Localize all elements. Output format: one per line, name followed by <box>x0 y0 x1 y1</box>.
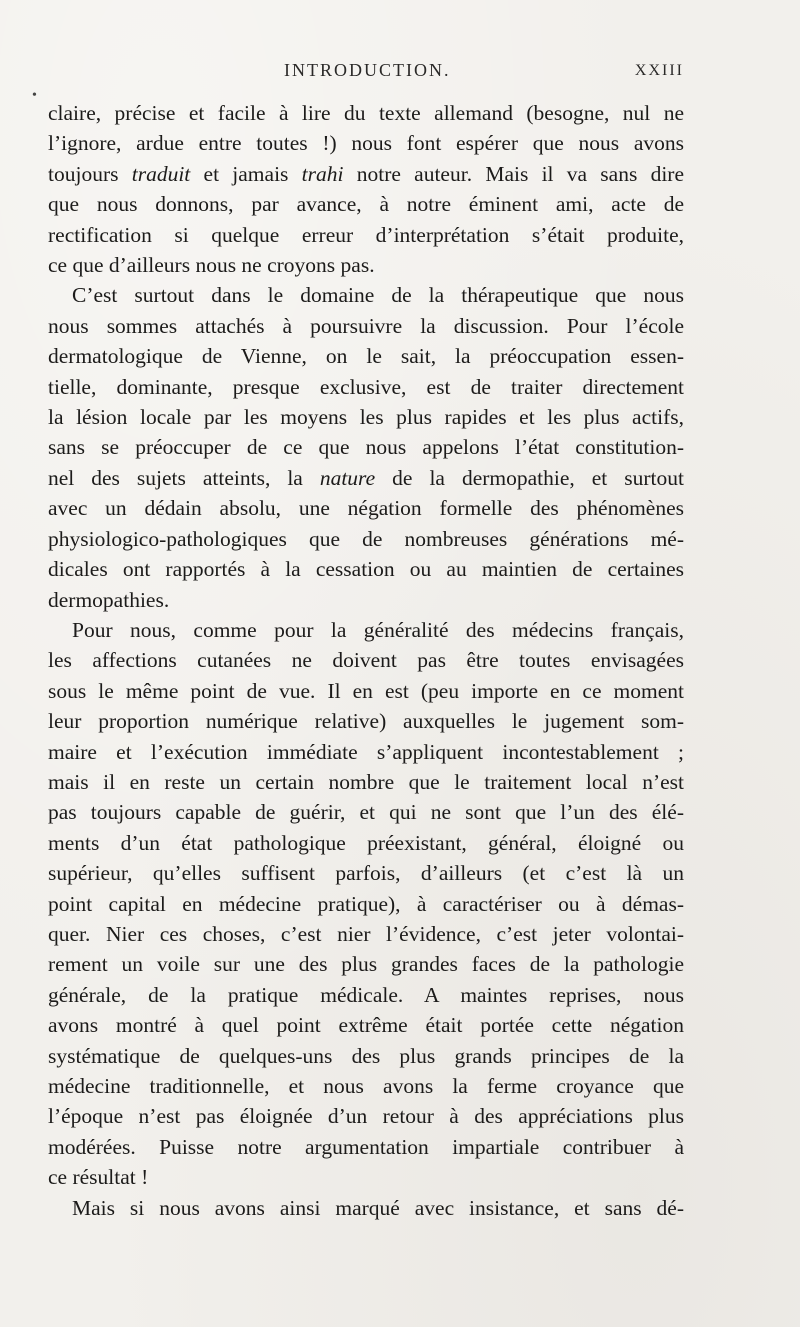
italic-word: trahi <box>301 161 344 186</box>
text-line: maire et l’exécution immédiate s’appliquent incontestablement ; <box>48 739 684 764</box>
text-line: la lésion locale par les moyens les plus rapides et les plus actifs, <box>48 405 684 430</box>
text-line: leur proportion numérique relative) auxquelles le jugement som- <box>48 709 684 734</box>
paragraph-3 <box>48 615 684 1193</box>
text-line: l’ignore, ardue entre toutes !) nous font espérer que nous avons <box>48 131 684 156</box>
text-line: systématique de quelques-uns des plus grands principes de la <box>48 1043 684 1068</box>
text-line: Mais si nous avons ainsi marqué avec insistance, et sans dé- <box>72 1195 684 1220</box>
paragraph-1 <box>48 98 684 280</box>
text-line: rement un voile sur une des plus grandes faces de la pathologie <box>48 952 684 977</box>
text-line: toujours traduit et jamais trahi notre auteur. Mais il va sans dire <box>48 161 685 186</box>
text-line: quer. Nier ces choses, c’est nier l’évidence, c’est jeter volontai- <box>48 921 684 946</box>
running-head <box>48 60 684 84</box>
text-line: médecine traditionnelle, et nous avons la ferme croyance que <box>48 1074 684 1098</box>
text-line: modérées. Puisse notre argumentation impartiale contribuer à <box>48 1134 684 1159</box>
body-text <box>48 98 684 1223</box>
text-line: supérieur, qu’elles suffisent parfois, d’ailleurs (et c’est là un <box>48 861 684 886</box>
stray-mark: • <box>32 88 37 103</box>
text-line: physiologico-pathologiques que de nombreuses générations mé- <box>48 526 684 551</box>
page-number: XXIII <box>634 62 684 79</box>
text-line: avons montré à quel point extrême était portée cette négation <box>48 1013 684 1038</box>
text-line: C’est surtout dans le domaine de la thérapeutique que nous <box>72 283 684 308</box>
text-line: ments d’un état pathologique préexistant, général, éloigné ou <box>48 830 684 855</box>
text-line: rectification si quelque erreur d’interprétation s’était produite, <box>48 222 684 247</box>
text-line: avec un dédain absolu, une négation formelle des phénomènes <box>48 496 684 521</box>
italic-word: traduit <box>131 161 191 186</box>
paragraph-4 <box>48 1193 684 1223</box>
text-line: dermopathies. <box>48 587 170 612</box>
text-line: Pour nous, comme pour la généralité des médecins français, <box>72 617 684 642</box>
text-line: pas toujours capable de guérir, et qui ne sont que l’un des élé- <box>48 800 684 825</box>
text-line: nel des sujets atteints, la nature de la dermopathie, et surtout <box>48 465 684 490</box>
text-line: mais il en reste un certain nombre que le traitement local n’est <box>48 769 684 794</box>
text-line: nous sommes attachés à poursuivre la discussion. Pour l’école <box>48 313 684 338</box>
text-line: l’époque n’est pas éloignée d’un retour à des appréciations plus <box>48 1104 684 1129</box>
text-line: dicales ont rapportés à la cessation ou au maintien de certaines <box>48 557 684 582</box>
italic-word: nature <box>319 465 376 490</box>
text-line: générale, de la pratique médicale. A maintes reprises, nous <box>48 982 684 1007</box>
text-line: que nous donnons, par avance, à notre éminent ami, acte de <box>48 192 684 217</box>
text-line: sous le même point de vue. Il en est (peu importe en ce moment <box>48 678 684 703</box>
text-line: dermatologique de Vienne, on le sait, la préoccupation essen- <box>48 344 684 369</box>
running-title: INTRODUCTION. <box>284 60 451 80</box>
text-line: sans se préoccuper de ce que nous appelons l’état constitution- <box>48 435 684 460</box>
text-line: tielle, dominante, presque exclusive, est de traiter directement <box>48 374 684 399</box>
text-line: claire, précise et facile à lire du texte allemand (besogne, nul ne <box>48 101 684 125</box>
text-line: les affections cutanées ne doivent pas être toutes envisagées <box>48 648 684 673</box>
text-line: ce résultat ! <box>48 1165 149 1190</box>
text-line: ce que d’ailleurs nous ne croyons pas. <box>48 253 375 278</box>
text-line: point capital en médecine pratique), à caractériser ou à démas- <box>48 891 684 916</box>
paragraph-2 <box>48 280 684 614</box>
